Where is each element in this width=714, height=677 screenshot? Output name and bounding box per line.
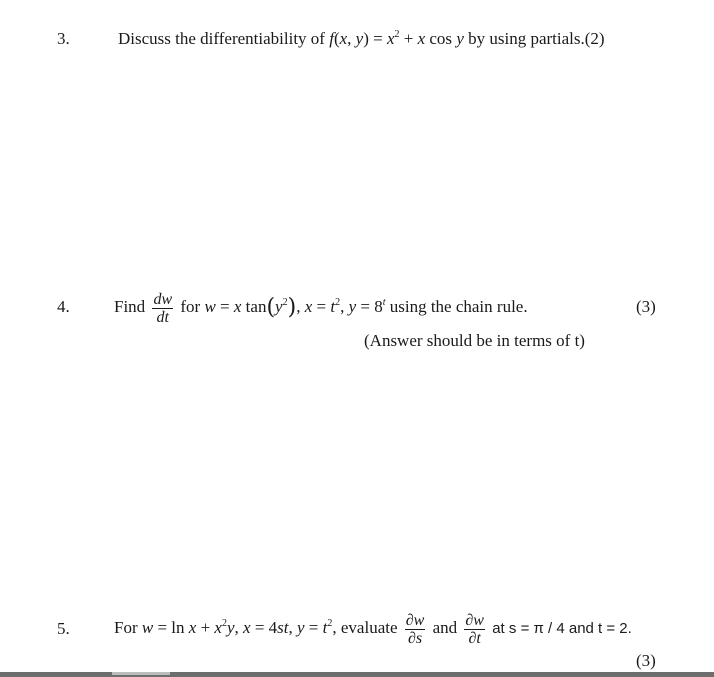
- partial-dw-ds: $\frac{\partial w}{\partial s}$: [405, 611, 425, 647]
- question-4-mid: for: [180, 297, 201, 316]
- question-3-formula: f: [329, 29, 334, 48]
- question-3-text: Discuss the differentiability of f(x, $y) = x^2 + x$ cos y by using partials.(2): [118, 29, 605, 48]
- question-4-formula: w: [204, 297, 216, 316]
- question-4-marks: (3): [636, 297, 656, 316]
- question-3-lead: Discuss the differentiability of: [118, 29, 325, 48]
- question-4-lead: Find: [114, 297, 146, 316]
- question-5-number: 5.: [57, 619, 70, 638]
- derivative-dw-dt: $\frac{dw}{dt}$: [153, 290, 173, 326]
- scroll-tab: [112, 672, 170, 675]
- question-5-formula: w: [141, 618, 154, 637]
- page-bottom-border: [0, 672, 714, 677]
- question-4-number: 4.: [57, 297, 70, 316]
- question-5-lead: For: [114, 618, 138, 637]
- question-5-text: For $w = \ln x + x^2y$, x = 4st, $y = t^2$, evaluate $\frac{\partial w}{\partial s}$ and $\frac{\partial w}{\partial t}$ at s = π / 4 and t = 2.: [114, 611, 632, 647]
- question-5-tail: at s = π / 4 and t = 2.: [492, 620, 632, 637]
- question-4-tail: using the chain rule.: [389, 297, 528, 316]
- question-5-marks: (3): [636, 651, 656, 670]
- question-3-number: 3.: [57, 29, 70, 48]
- question-3-tail: by using partials.: [468, 29, 585, 48]
- question-5-mid: , evaluate: [332, 618, 398, 637]
- partial-dw-dt: $\frac{\partial w}{\partial t}$: [465, 611, 484, 647]
- question-4-text: Find $\frac{dw}{dt}$ for w = x $\tan(y^2)$, $x = t^2$, $y = 8^t$ using the chain rule.: [114, 290, 528, 326]
- question-5-and: and: [432, 618, 458, 637]
- question-4-note: (Answer should be in terms of t): [364, 331, 585, 350]
- question-3-marks: (2): [584, 29, 605, 48]
